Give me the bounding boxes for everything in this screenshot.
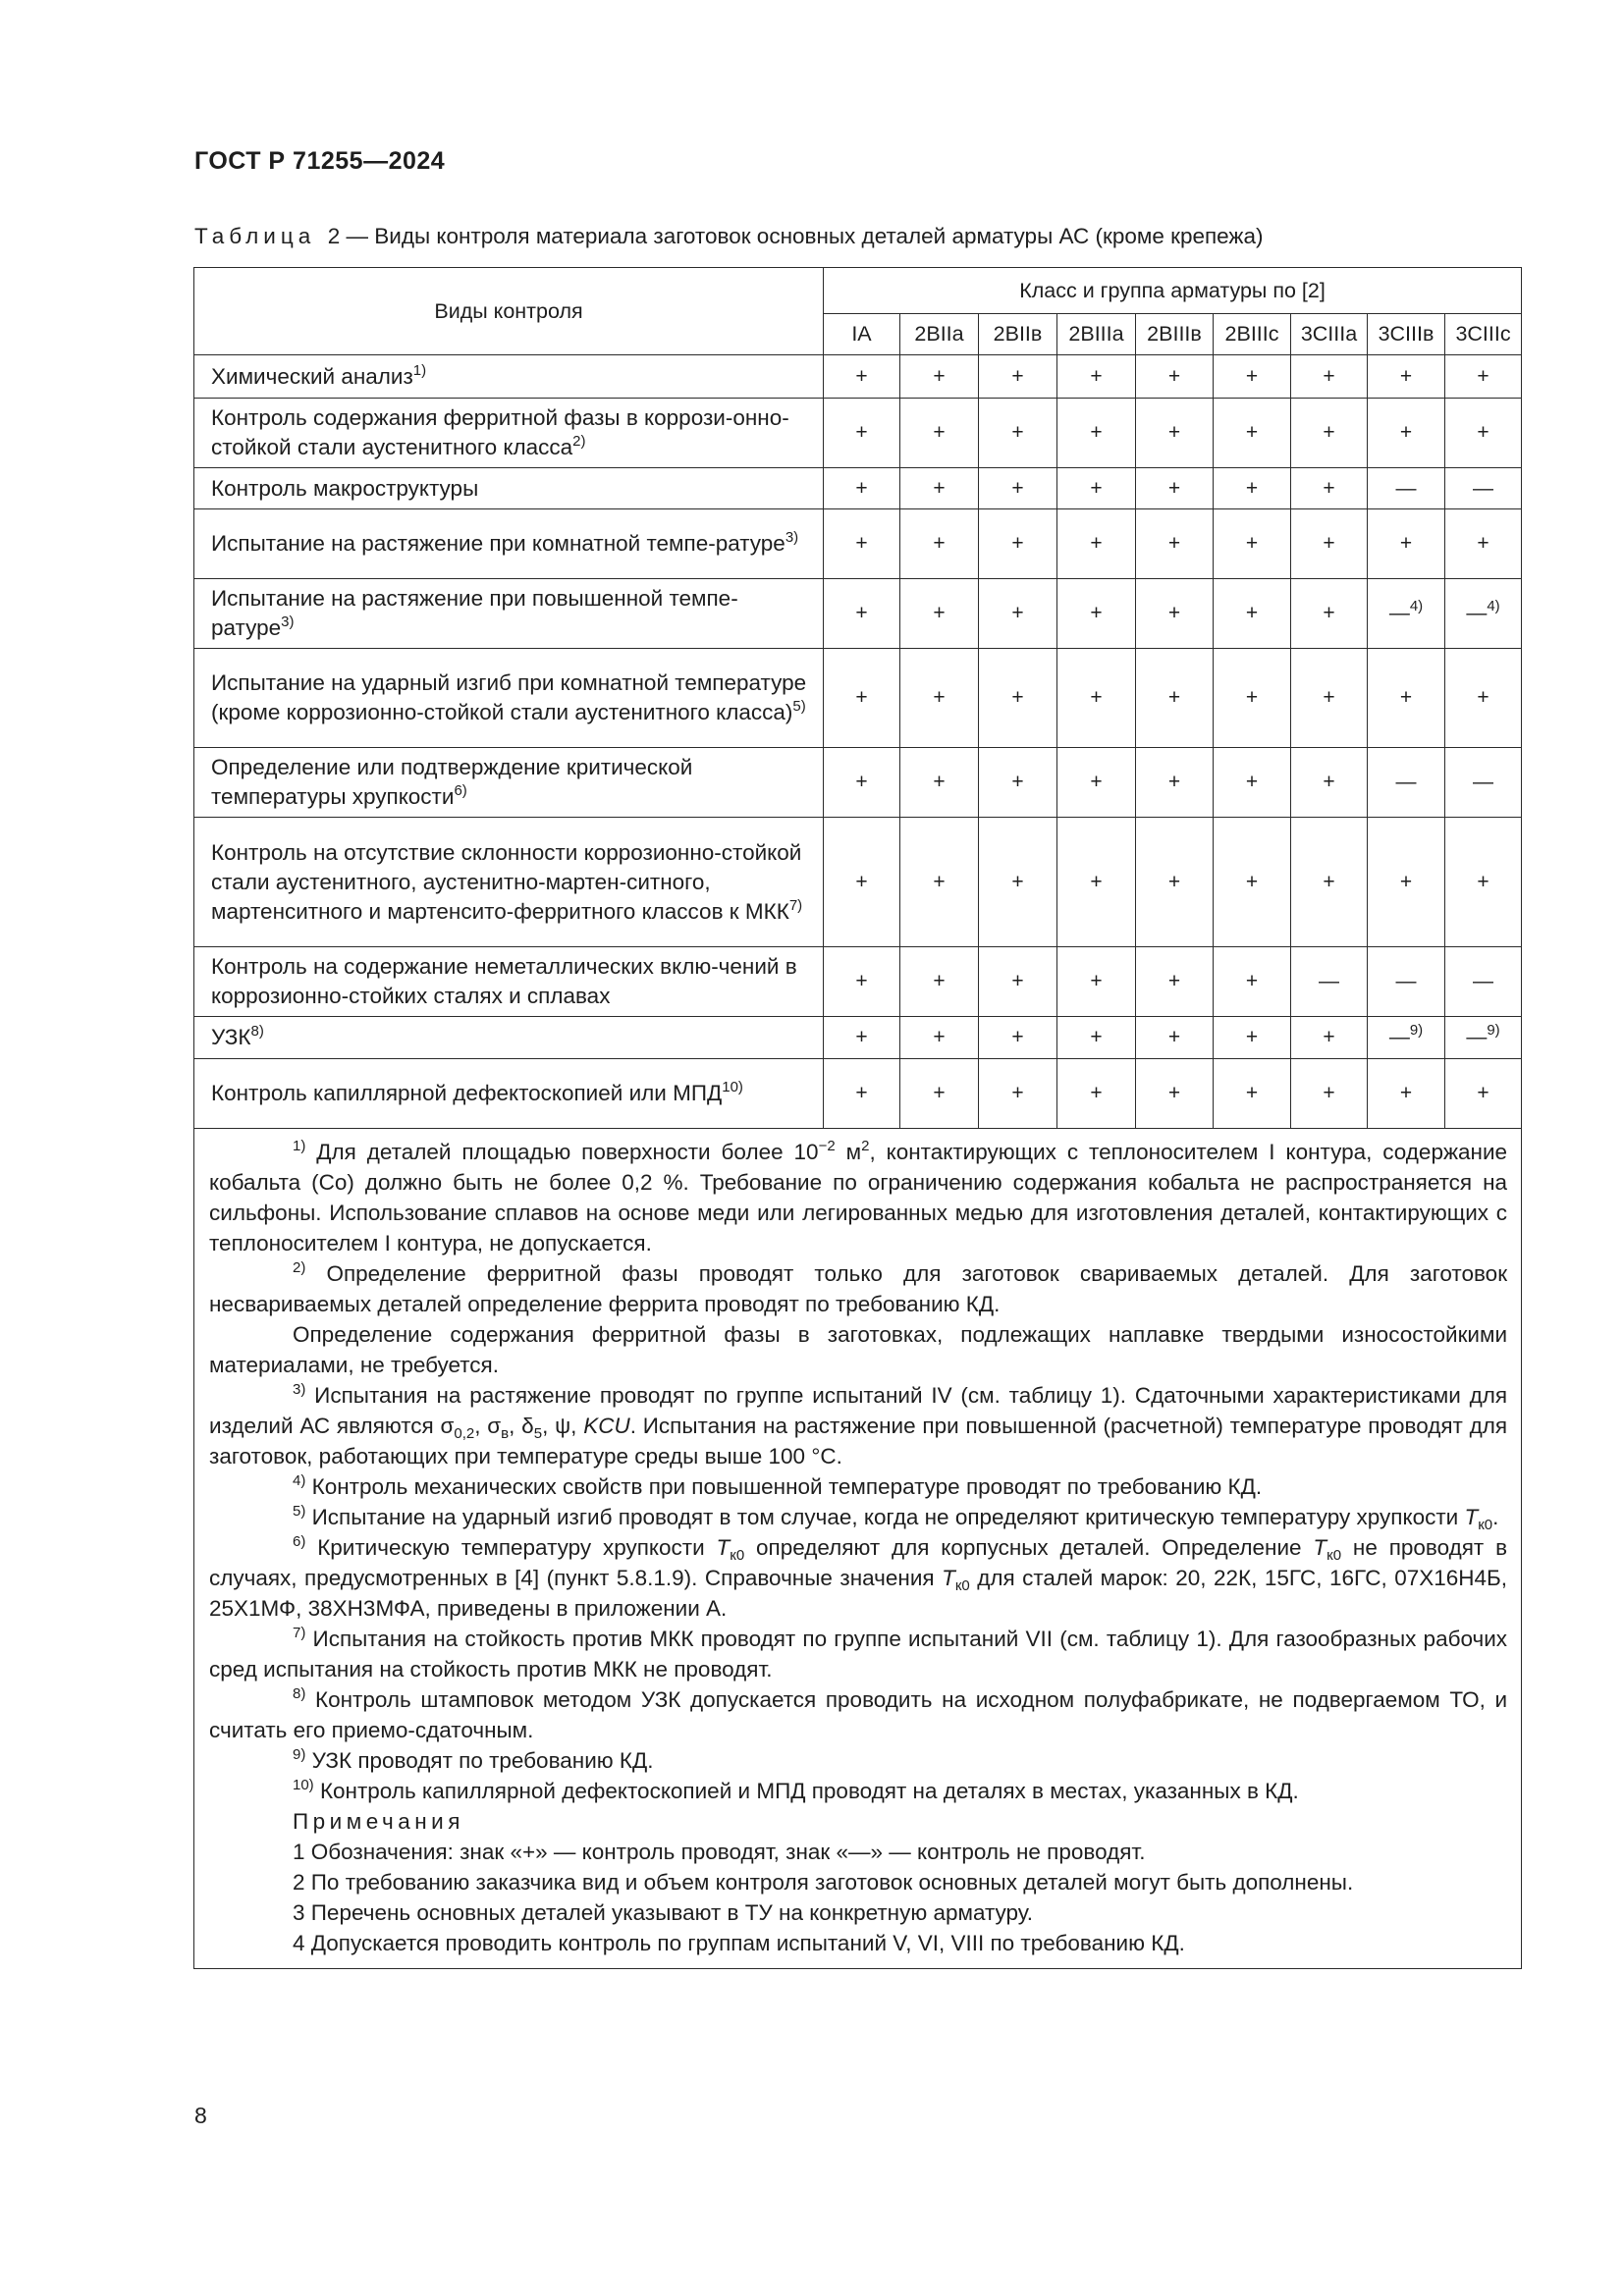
control-type-name: Контроль на отсутствие склонности коррозионно-стойкой стали аустенитного, аустенитно-мартен-ситного, мартенситного и мартенсито-ферритного классов к МКК$^{7)}$ [194,818,824,947]
control-value-cell: + [1368,649,1445,748]
control-value-cell: —$^{4)}$ [1368,579,1445,649]
control-value-cell: + [1214,649,1291,748]
control-value-cell: + [1136,649,1214,748]
note-item-1: 1 Обозначения: знак «+» — контроль проводят, знак «—» — контроль не проводят. [293,1840,1146,1864]
control-value-cell: + [1291,579,1368,649]
class-header-cell: 2BIIIc [1214,314,1291,355]
control-type-column-header: Виды контроля [194,268,824,355]
control-type-name: Контроль на содержание неметаллических вклю-чений в коррозионно-стойких сталях и сплавах [194,947,824,1017]
footnote-ref: 7) [788,896,803,914]
footnote-ref: 9) [1409,1022,1424,1039]
note-item-4: 4 Допускается проводить контроль по группам испытаний V, VI, VIII по требованию КД. [293,1931,1185,1955]
control-value-cell: + [1214,1059,1291,1129]
control-value-cell: + [1445,399,1522,468]
footnote-ref: 4) [1487,598,1500,614]
control-value-cell: + [1136,579,1214,649]
control-value-cell: + [900,355,979,399]
control-value-cell: + [1214,579,1291,649]
control-types-table [193,267,1522,1969]
footnote-ref: 9) [1487,1022,1500,1039]
control-value-cell: + [1368,818,1445,947]
control-type-name: Химический анализ$^{1)}$ [194,355,824,399]
control-value-cell: + [1214,509,1291,579]
class-group-header: Класс и группа арматуры по [2] [824,268,1522,314]
control-value-cell: —$^{9)}$ [1445,1017,1522,1059]
control-value-cell: + [824,649,900,748]
control-value-cell: + [824,748,900,818]
control-value-cell: + [979,1017,1057,1059]
control-value-cell: + [1057,1059,1136,1129]
note-item-2: 2 По требованию заказчика вид и объем контроля заготовок основных деталей могут быть дополнены. [293,1870,1354,1895]
footnote-ref: 3) [785,529,799,546]
table-row [194,509,1522,579]
control-value-cell: + [824,399,900,468]
footnote-3: $^{3)}$ Испытания на растяжение проводят по группе испытаний IV (см. таблицу 1). Сдаточными характеристиками для изделий АС являются $\sigma_{0,2}$, $\sigma_в$, $\delta_5$, ψ, KCU. Испытания на растяжение при повышенной (расчетной) температуре проводят для заготовок, работающих при температуре среды выше 100 °С. [209,1381,1508,1468]
control-value-cell: + [979,818,1057,947]
control-value-cell: + [1368,1059,1445,1129]
control-type-name: Испытание на растяжение при комнатной темпе-ратуре$^{3)}$ [194,509,824,579]
footnote-2-continued: Определение содержания ферритной фазы в заготовках, подлежащих наплавке твердыми износостойкими материалами, не требуется. [209,1322,1508,1377]
control-value-cell: + [1136,1017,1214,1059]
control-value-cell: + [1214,748,1291,818]
table-row [194,399,1522,468]
control-value-cell: —$^{4)}$ [1445,579,1522,649]
control-value-cell: + [979,1059,1057,1129]
control-value-cell: + [1291,509,1368,579]
control-value-cell: + [1291,818,1368,947]
notes-heading: Примечания [293,1809,464,1834]
control-type-name: Контроль капиллярной дефектоскопией или МПД$^{10)}$ [194,1059,824,1129]
footnote-ref: 1) [412,361,427,379]
control-value-cell: + [1136,818,1214,947]
table-row [194,818,1522,947]
footnote-10: $^{10)}$ Контроль капиллярной дефектоскопией и МПД проводят на деталях в местах, указанных в КД. [293,1777,1299,1803]
footnote-5: $^{5)}$ Испытание на ударный изгиб проводят в том случае, когда не определяют критическую температуру хрупкости $T_{к0}$. [293,1503,1499,1533]
control-value-cell: + [1368,509,1445,579]
page-number: 8 [194,2103,207,2128]
control-value-cell: + [1057,1017,1136,1059]
control-value-cell: + [1445,1059,1522,1129]
table-caption-label: Таблица [194,224,316,248]
control-type-name: Испытание на ударный изгиб при комнатной температуре (кроме коррозионно-стойкой стали аустенитного класса)$^{5)}$ [194,649,824,748]
control-value-cell: + [824,468,900,509]
table-caption-text: 2 — Виды контроля материала заготовок основных деталей арматуры АС (кроме крепежа) [327,224,1264,248]
control-value-cell: + [1057,355,1136,399]
control-value-cell: + [900,649,979,748]
control-value-cell: + [1368,399,1445,468]
control-value-cell: + [900,579,979,649]
document-code-header: ГОСТ Р 71255—2024 [194,147,446,175]
control-value-cell: + [1291,1017,1368,1059]
class-header-cell: 3CIIIв [1368,314,1445,355]
control-value-cell: + [1057,579,1136,649]
class-header-cell: 2BIIIв [1136,314,1214,355]
table-row [194,1017,1522,1059]
control-value-cell: — [1445,748,1522,818]
control-value-cell: + [900,1017,979,1059]
control-value-cell: + [1057,509,1136,579]
control-type-name: Испытание на растяжение при повышенной темпе-ратуре$^{3)}$ [194,579,824,649]
control-value-cell: + [1445,509,1522,579]
control-value-cell: — [1368,748,1445,818]
class-header-cell: IA [824,314,900,355]
control-type-name: Определение или подтверждение критической температуры хрупкости$^{6)}$ [194,748,824,818]
control-value-cell: + [979,468,1057,509]
control-value-cell: + [1057,947,1136,1017]
control-value-cell: + [1057,818,1136,947]
control-value-cell: + [900,509,979,579]
footnote-ref: 6) [454,782,467,799]
control-value-cell: + [900,1059,979,1129]
control-value-cell: + [1291,355,1368,399]
table-body [194,355,1522,1129]
control-value-cell: + [979,947,1057,1017]
control-value-cell: + [979,649,1057,748]
control-value-cell: + [824,818,900,947]
footnote-ref: 2) [572,433,586,450]
footnote-ref: 5) [792,698,806,715]
footnote-9: $^{9)}$ УЗК проводят по требованию КД. [293,1746,654,1773]
note-item-3: 3 Перечень основных деталей указывают в ТУ на конкретную арматуру. [293,1900,1034,1925]
control-value-cell: + [1214,399,1291,468]
footnote-ref: 4) [1409,598,1424,614]
control-value-cell: + [1057,649,1136,748]
control-type-name: Контроль содержания ферритной фазы в коррози-онно-стойкой стали аустенитного класса$^{2)}$ [194,399,824,468]
control-value-cell: + [900,818,979,947]
table-row [194,947,1522,1017]
control-value-cell: + [1136,399,1214,468]
control-value-cell: + [1445,818,1522,947]
table-row [194,649,1522,748]
control-value-cell: + [979,748,1057,818]
control-value-cell: + [1057,468,1136,509]
control-type-name: УЗК$^{8)}$ [194,1017,824,1059]
class-header-cell: 3CIIIa [1291,314,1368,355]
control-value-cell: + [824,579,900,649]
control-value-cell: — [1368,468,1445,509]
control-value-cell: — [1291,947,1368,1017]
control-value-cell: + [1057,748,1136,818]
control-value-cell: + [979,579,1057,649]
control-value-cell: + [1136,947,1214,1017]
class-header-cell: 3CIIIc [1445,314,1522,355]
control-value-cell: + [1136,1059,1214,1129]
control-value-cell: + [900,468,979,509]
control-value-cell: + [979,399,1057,468]
footnote-4: $^{4)}$ Контроль механических свойств при повышенной температуре проводят по требованию КД. [293,1472,1263,1499]
control-value-cell: + [824,1059,900,1129]
control-value-cell: + [1291,399,1368,468]
control-value-cell: + [1445,649,1522,748]
footnote-6: $^{6)}$ Критическую температуру хрупкости $T_{к0}$ определяют для корпусных деталей. Определение $T_{к0}$ не проводят в случаях, предусмотренных в [4] (пункт 5.8.1.9). Справочные значения $T_{к0}$ для сталей марок: 20, 22К, 15ГС, 16ГС, 07Х16Н4Б, 25Х1МФ, 38ХН3МФА, приведены в приложении А. [209,1533,1508,1621]
footnote-ref: 10) [722,1079,743,1095]
footnotes-cell [194,1129,1522,1969]
footnote-2: $^{2)}$ Определение ферритной фазы проводят только для заготовок свариваемых деталей. Для заготовок несвариваемых деталей определение феррита проводят по требованию КД. [209,1259,1508,1316]
control-value-cell: + [900,947,979,1017]
class-header-cell: 2BIIв [979,314,1057,355]
control-value-cell: + [1214,947,1291,1017]
control-value-cell: + [1136,355,1214,399]
footnote-8: $^{8)}$ Контроль штамповок методом УЗК допускается проводить на исходном полуфабрикате, не подвергаемом ТО, и считать его приемо-сдаточным. [209,1685,1508,1742]
table-row [194,579,1522,649]
footnote-ref: 3) [281,614,295,630]
control-value-cell: + [824,947,900,1017]
control-value-cell: + [1214,468,1291,509]
control-value-cell: — [1445,947,1522,1017]
control-value-cell: + [1291,468,1368,509]
control-value-cell: + [1291,748,1368,818]
control-value-cell: + [1214,818,1291,947]
control-type-name: Контроль макроструктуры [194,468,824,509]
footnote-1: $^{1)}$ Для деталей площадью поверхности более $10^{-2}$ $м^2$, контактирующих с теплоносителем I контура, содержание кобальта (Со) должно быть не более 0,2 %. Требование по ограничению содержания кобальта не распространяется на сильфоны. Использование сплавов на основе меди или легированных медью для изготовления деталей, контактирующих с теплоносителем I контура, не допускается. [209,1138,1508,1255]
control-value-cell: + [1214,1017,1291,1059]
control-value-cell: —$^{9)}$ [1368,1017,1445,1059]
control-value-cell: + [1136,468,1214,509]
footnote-7: $^{7)}$ Испытания на стойкость против МКК проводят по группе испытаний VII (см. таблицу 1). Для газообразных рабочих сред испытания на стойкость против МКК не проводят. [209,1625,1508,1682]
footnote-ref: 8) [250,1023,264,1040]
control-value-cell: — [1368,947,1445,1017]
control-value-cell: + [1368,355,1445,399]
table-caption [194,224,1263,249]
control-value-cell: + [979,355,1057,399]
control-value-cell: + [979,509,1057,579]
table-row [194,748,1522,818]
control-value-cell: + [1445,355,1522,399]
control-value-cell: + [824,509,900,579]
table-row [194,355,1522,399]
control-value-cell: + [1057,399,1136,468]
control-value-cell: + [1214,355,1291,399]
control-value-cell: + [1136,509,1214,579]
control-value-cell: + [1136,748,1214,818]
class-header-cell: 2BIIIa [1057,314,1136,355]
control-value-cell: + [824,1017,900,1059]
control-value-cell: + [1291,1059,1368,1129]
table-row [194,1059,1522,1129]
control-value-cell: + [900,399,979,468]
control-value-cell: — [1445,468,1522,509]
control-value-cell: + [1291,649,1368,748]
class-header-cell: 2BIIa [900,314,979,355]
control-value-cell: + [900,748,979,818]
table-row [194,468,1522,509]
control-value-cell: + [824,355,900,399]
